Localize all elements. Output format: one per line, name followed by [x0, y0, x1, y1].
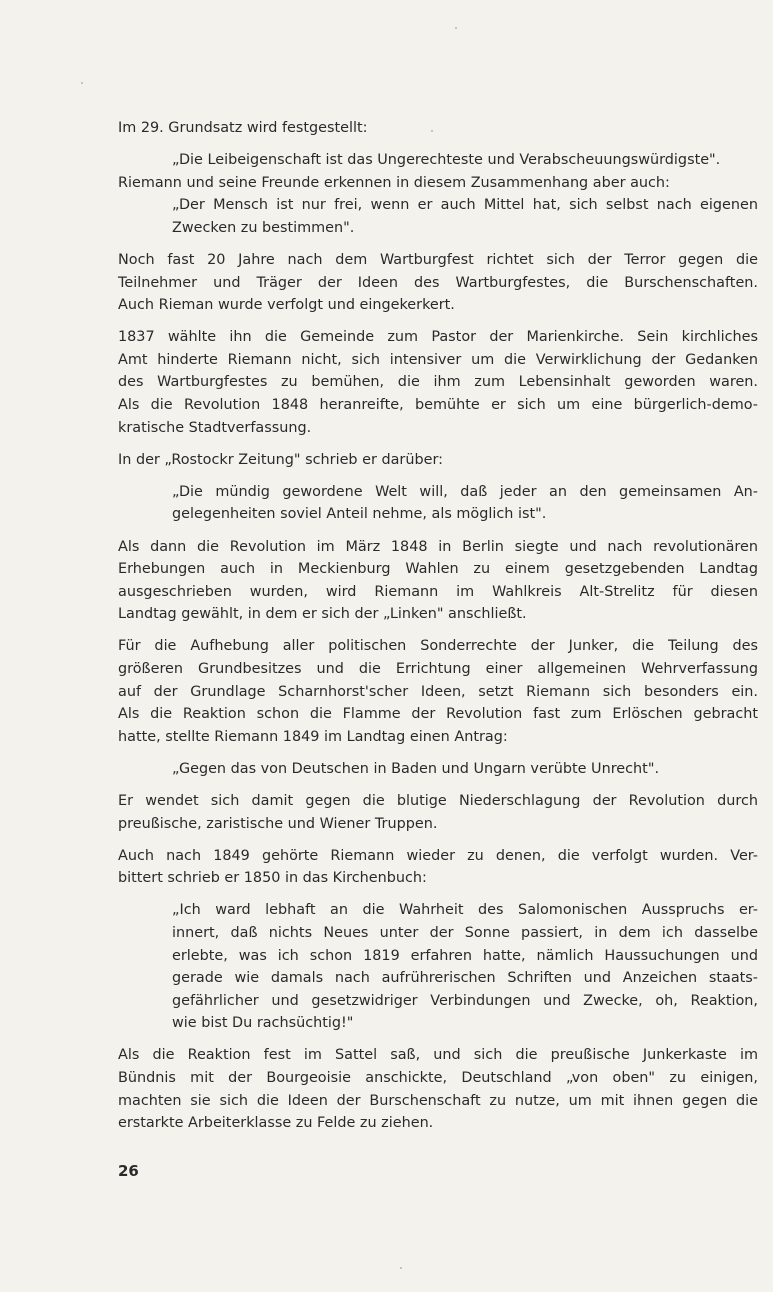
text-line: Als dann die Revolution im März 1848 in Berlin siegte und nach revolutionären	[118, 538, 758, 555]
text-line: „Ich ward lebhaft an die Wahrheit des Salomonischen Ausspruchs er-	[172, 902, 758, 919]
quotation	[172, 194, 758, 239]
text-line: Im 29. Grundsatz wird festgestellt:	[118, 120, 368, 136]
paragraph	[118, 172, 758, 195]
paper-speck	[431, 130, 433, 132]
text-line: gerade wie damals nach aufrührerischen Schriften und Anzeichen staats-	[172, 970, 758, 987]
text-line: Für die Aufhebung aller politischen Sonderrechte der Junker, die Teilung des	[118, 638, 758, 655]
quotation	[172, 481, 758, 526]
text-line: Als die Revolution 1848 heranreifte, bemühte er sich um eine bürgerlich-demo-	[118, 397, 758, 414]
paragraph	[118, 326, 758, 439]
paragraph	[118, 790, 758, 835]
text-line: wie bist Du rachsüchtig!"	[172, 1015, 354, 1032]
text-line: Als die Reaktion fest im Sattel saß, und sich die preußische Junkerkaste im	[118, 1047, 758, 1064]
text-line: Riemann und seine Freunde erkennen in diesem Zusammenhang aber auch:	[118, 174, 670, 191]
text-line: „Die mündig gewordene Welt will, daß jeder an den gemeinsamen An-	[172, 483, 758, 500]
text-line: Er wendet sich damit gegen die blutige Niederschlagung der Revolution durch	[118, 792, 758, 809]
text-line: Erhebungen auch in Meckienburg Wahlen zu einem gesetzgebenden Landtag	[118, 561, 758, 578]
text-line: machten sie sich die Ideen der Burschenschaft zu nutze, um mit ihnen gegen die	[118, 1092, 758, 1109]
text-line: ausgeschrieben wurden, wird Riemann im Wahlkreis Alt-Strelitz für diesen	[118, 583, 758, 600]
text-line: 1837 wählte ihn die Gemeinde zum Pastor der Marienkirche. Sein kirchliches	[118, 329, 758, 346]
paper-speck	[455, 27, 457, 29]
text-line: „Gegen das von Deutschen in Baden und Ungarn verübte Unrecht".	[172, 760, 660, 777]
body-text	[118, 117, 758, 1144]
text-line: Noch fast 20 Jahre nach dem Wartburgfest richtet sich der Terror gegen die	[118, 251, 758, 268]
quotation	[172, 899, 758, 1035]
quotation	[172, 149, 758, 172]
text-line: Auch nach 1849 gehörte Riemann wieder zu denen, die verfolgt wurden. Ver-	[118, 847, 758, 864]
paragraph	[118, 1044, 758, 1134]
paper-speck	[81, 82, 83, 84]
text-line: gelegenheiten soviel Anteil nehme, als möglich ist".	[172, 506, 547, 523]
text-line: gefährlicher und gesetzwidriger Verbindungen und Zwecke, oh, Reaktion,	[172, 992, 758, 1009]
paragraph	[118, 536, 758, 626]
page-number: 26	[118, 1162, 139, 1180]
paragraph	[118, 845, 758, 890]
paragraph	[118, 117, 758, 140]
text-line: Amt hinderte Riemann nicht, sich intensiver um die Verwirklichung der Gedanken	[118, 351, 758, 368]
text-line: Zwecken zu bestimmen".	[172, 219, 355, 236]
text-line: Als die Reaktion schon die Flamme der Revolution fast zum Erlöschen gebracht	[118, 706, 758, 723]
paragraph	[118, 449, 758, 472]
text-line: Bündnis mit der Bourgeoisie anschickte, Deutschland „von oben" zu einigen,	[118, 1069, 758, 1086]
quotation	[172, 758, 758, 781]
text-line: erlebte, was ich schon 1819 erfahren hatte, nämlich Haussuchungen und	[172, 947, 758, 964]
text-line: Auch Rieman wurde verfolgt und eingekerkert.	[118, 297, 455, 314]
text-line: des Wartburgfestes zu bemühen, die ihm zum Lebensinhalt geworden waren.	[118, 374, 758, 391]
text-line: „Der Mensch ist nur frei, wenn er auch Mittel hat, sich selbst nach eigenen	[172, 197, 758, 214]
paragraph	[118, 249, 758, 317]
text-line: erstarkte Arbeiterklasse zu Felde zu ziehen.	[118, 1115, 434, 1132]
text-line: preußische, zaristische und Wiener Truppen.	[118, 815, 438, 832]
text-line: hatte, stellte Riemann 1849 im Landtag einen Antrag:	[118, 728, 508, 745]
text-line: In der „Rostockr Zeitung" schrieb er darüber:	[118, 451, 443, 468]
text-line: bittert schrieb er 1850 in das Kirchenbuch:	[118, 870, 427, 887]
text-line: Landtag gewählt, in dem er sich der „Linken" anschließt.	[118, 606, 527, 623]
paragraph	[118, 635, 758, 748]
text-line: kratische Stadtverfassung.	[118, 419, 312, 436]
paper-speck	[400, 1267, 402, 1269]
text-line: Teilnehmer und Träger der Ideen des Wartburgfestes, die Burschenschaften.	[118, 274, 758, 291]
text-line: auf der Grundlage Scharnhorst'scher Ideen, setzt Riemann sich besonders ein.	[118, 683, 758, 700]
text-line: innert, daß nichts Neues unter der Sonne passiert, in dem ich dasselbe	[172, 924, 758, 941]
text-line: größeren Grundbesitzes und die Errichtung einer allgemeinen Wehrverfassung	[118, 660, 758, 677]
text-line: „Die Leibeigenschaft ist das Ungerechteste und Verabscheuungswürdigste".	[172, 152, 721, 169]
